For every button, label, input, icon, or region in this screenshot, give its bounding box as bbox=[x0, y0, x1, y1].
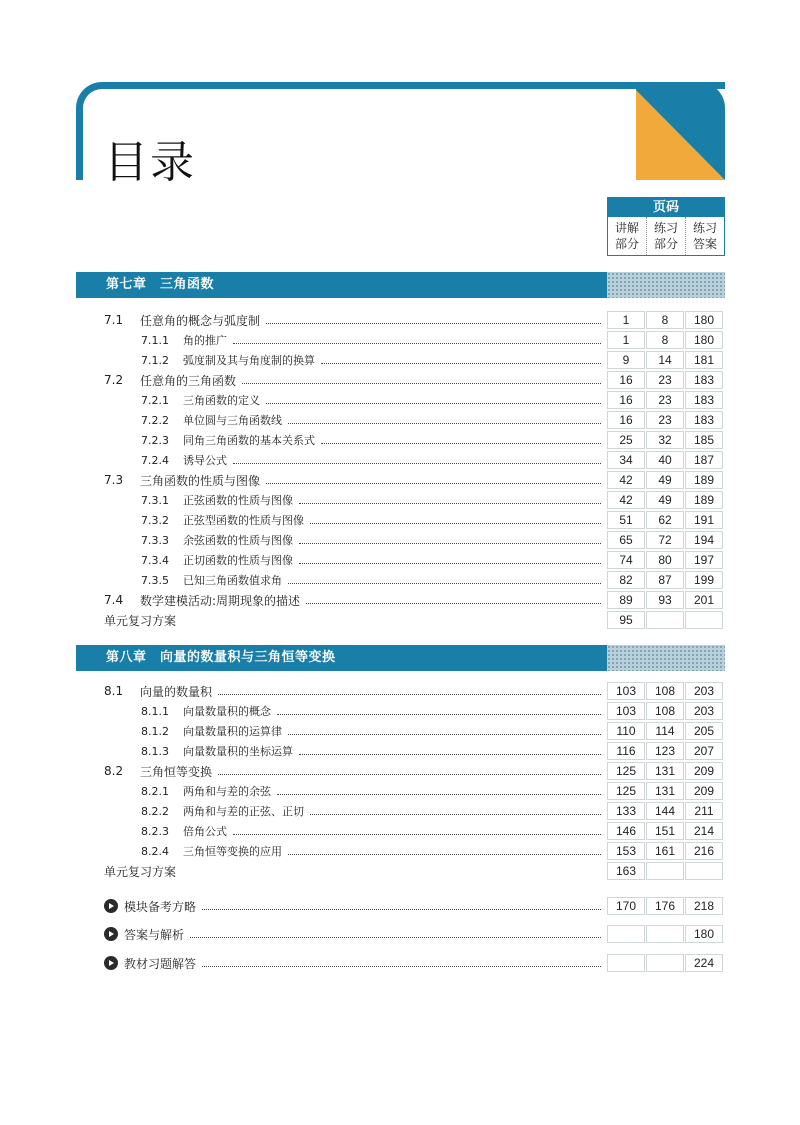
toc-entry-title: 弧度制及其与角度制的换算 bbox=[183, 354, 315, 367]
toc-entry-number: 8.1 bbox=[104, 684, 124, 698]
toc-page-numbers bbox=[607, 702, 725, 720]
dot-leader bbox=[266, 475, 601, 484]
lecture-page-number: 103 bbox=[607, 682, 645, 700]
toc-page-numbers bbox=[607, 822, 725, 840]
corner-fold-triangle bbox=[636, 90, 725, 180]
dot-leader bbox=[202, 958, 601, 967]
practice-page-number: 32 bbox=[646, 431, 684, 449]
lecture-page-number: 16 bbox=[607, 371, 645, 389]
lecture-page-number: 51 bbox=[607, 511, 645, 529]
practice-page-number: 23 bbox=[646, 411, 684, 429]
practice-page-number: 93 bbox=[646, 591, 684, 609]
legend-col-answers bbox=[686, 217, 724, 255]
toc-entry-number: 7.3.1 bbox=[141, 493, 169, 507]
lecture-page-number: 95 bbox=[607, 611, 645, 629]
dot-leader bbox=[233, 826, 601, 835]
lecture-page-number: 116 bbox=[607, 742, 645, 760]
toc-entry-number: 8.2.2 bbox=[141, 804, 169, 818]
toc-page-numbers bbox=[607, 762, 725, 780]
practice-page-number: 161 bbox=[646, 842, 684, 860]
toc-subsection-row[interactable] bbox=[141, 741, 725, 761]
dot-leader bbox=[288, 726, 601, 735]
toc-page-numbers bbox=[607, 471, 725, 489]
practice-page-number: 151 bbox=[646, 822, 684, 840]
toc-review-row[interactable] bbox=[104, 861, 725, 881]
toc-entry-title: 单元复习方案 bbox=[104, 864, 177, 879]
answer-page-number: 209 bbox=[685, 782, 723, 800]
toc-subsection-row[interactable] bbox=[141, 570, 725, 590]
dot-leader bbox=[310, 515, 601, 524]
toc-page-numbers bbox=[607, 925, 725, 943]
answer-page-number: 218 bbox=[685, 897, 723, 915]
dot-leader bbox=[190, 929, 601, 938]
practice-page-number: 49 bbox=[646, 471, 684, 489]
toc-page-numbers bbox=[607, 611, 725, 629]
toc-entry-title: 三角函数的性质与图像 bbox=[140, 473, 261, 488]
toc-entry-title: 三角函数的定义 bbox=[183, 394, 260, 407]
legend-col-line: 答案 bbox=[692, 237, 717, 251]
toc-entry-title: 单元复习方案 bbox=[104, 613, 177, 628]
answer-page-number: 191 bbox=[685, 511, 723, 529]
page-number-legend bbox=[607, 197, 725, 256]
toc-entry-number: 7.3.4 bbox=[141, 553, 169, 567]
toc-entry-number: 7.3 bbox=[104, 473, 124, 487]
legend-col-line: 部分 bbox=[614, 237, 639, 251]
dot-leader bbox=[266, 395, 601, 404]
legend-col-line: 练习 bbox=[692, 221, 717, 235]
lecture-page-number bbox=[607, 954, 645, 972]
toc-page-numbers bbox=[607, 431, 725, 449]
toc-subsection-row[interactable] bbox=[141, 550, 725, 570]
legend-col-lecture bbox=[608, 217, 647, 255]
toc-entry-number: 8.2.3 bbox=[141, 824, 169, 838]
toc-subsection-row[interactable] bbox=[141, 821, 725, 841]
answer-page-number: 205 bbox=[685, 722, 723, 740]
answer-page-number: 183 bbox=[685, 391, 723, 409]
lecture-page-number: 110 bbox=[607, 722, 645, 740]
lecture-page-number: 170 bbox=[607, 897, 645, 915]
toc-entry-title: 倍角公式 bbox=[183, 825, 227, 838]
toc-entry-title: 单位圆与三角函数线 bbox=[183, 414, 282, 427]
toc-page-numbers bbox=[607, 331, 725, 349]
chapter-header-pattern bbox=[607, 272, 725, 298]
practice-page-number: 40 bbox=[646, 451, 684, 469]
dot-leader bbox=[288, 415, 601, 424]
answer-page-number: 183 bbox=[685, 411, 723, 429]
toc-entry-title: 向量的数量积 bbox=[140, 684, 213, 699]
dot-leader bbox=[233, 335, 601, 344]
toc-entry-number: 8.2 bbox=[104, 764, 124, 778]
practice-page-number: 80 bbox=[646, 551, 684, 569]
toc-entry-number: 8.2.1 bbox=[141, 784, 169, 798]
lecture-page-number: 74 bbox=[607, 551, 645, 569]
practice-page-number: 131 bbox=[646, 782, 684, 800]
toc-page-numbers bbox=[607, 371, 725, 389]
practice-page-number bbox=[646, 862, 684, 880]
toc-page-numbers bbox=[607, 511, 725, 529]
chapter-header[interactable] bbox=[76, 645, 725, 671]
toc-entry-number: 8.1.1 bbox=[141, 704, 169, 718]
lecture-page-number: 103 bbox=[607, 702, 645, 720]
toc-entry-title: 已知三角函数值求角 bbox=[183, 574, 282, 587]
answer-page-number: 180 bbox=[685, 331, 723, 349]
toc-page-numbers bbox=[607, 551, 725, 569]
chapter-header[interactable] bbox=[76, 272, 725, 298]
answer-page-number: 180 bbox=[685, 925, 723, 943]
answer-page-number: 216 bbox=[685, 842, 723, 860]
legend-col-line: 练习 bbox=[653, 221, 678, 235]
toc-subsection-row[interactable] bbox=[141, 721, 725, 741]
toc-entry-title: 同角三角函数的基本关系式 bbox=[183, 434, 315, 447]
dot-leader bbox=[277, 786, 601, 795]
lecture-page-number: 1 bbox=[607, 331, 645, 349]
dot-leader bbox=[266, 315, 601, 324]
answer-page-number bbox=[685, 611, 723, 629]
toc-entry-title: 模块备考方略 bbox=[124, 899, 197, 914]
dot-leader bbox=[202, 901, 601, 910]
toc-page-numbers bbox=[607, 682, 725, 700]
practice-page-number bbox=[646, 925, 684, 943]
toc-subsection-row[interactable] bbox=[141, 530, 725, 550]
dot-leader bbox=[299, 495, 601, 504]
toc-entry-title: 两角和与差的正弦、正切 bbox=[183, 805, 304, 818]
toc-page-numbers bbox=[607, 742, 725, 760]
toc-subsection-row[interactable] bbox=[141, 510, 725, 530]
lecture-page-number: 163 bbox=[607, 862, 645, 880]
toc-subsection-row[interactable] bbox=[141, 350, 725, 370]
toc-page-numbers bbox=[607, 531, 725, 549]
toc-subsection-row[interactable] bbox=[141, 841, 725, 861]
toc-subsection-row[interactable] bbox=[141, 410, 725, 430]
answer-page-number: 189 bbox=[685, 471, 723, 489]
answer-page-number: 211 bbox=[685, 802, 723, 820]
toc-appendix-row[interactable] bbox=[104, 924, 725, 944]
lecture-page-number: 42 bbox=[607, 491, 645, 509]
toc-entry-title: 向量数量积的坐标运算 bbox=[183, 745, 293, 758]
lecture-page-number: 65 bbox=[607, 531, 645, 549]
toc-entry-number: 7.2.2 bbox=[141, 413, 169, 427]
toc-entry-number: 7.1 bbox=[104, 313, 124, 327]
chapter-title: 第八章 向量的数量积与三角恒等变换 bbox=[76, 645, 607, 671]
lecture-page-number: 89 bbox=[607, 591, 645, 609]
toc-entry-number: 7.4 bbox=[104, 593, 124, 607]
toc-page-numbers bbox=[607, 591, 725, 609]
lecture-page-number: 16 bbox=[607, 411, 645, 429]
answer-page-number: 203 bbox=[685, 682, 723, 700]
practice-page-number: 23 bbox=[646, 391, 684, 409]
dot-leader bbox=[299, 555, 601, 564]
toc-subsection-row[interactable] bbox=[141, 781, 725, 801]
answer-page-number: 199 bbox=[685, 571, 723, 589]
toc-section-row[interactable] bbox=[104, 590, 725, 610]
chapter-header-pattern bbox=[607, 645, 725, 671]
toc-page-numbers bbox=[607, 311, 725, 329]
play-arrow-icon bbox=[104, 956, 118, 970]
lecture-page-number: 25 bbox=[607, 431, 645, 449]
toc-page-numbers bbox=[607, 491, 725, 509]
dot-leader bbox=[310, 806, 601, 815]
toc-entry-number: 7.3.5 bbox=[141, 573, 169, 587]
toc-entry-title: 数学建模活动:周期现象的描述 bbox=[140, 593, 301, 608]
toc-entry-title: 两角和与差的余弦 bbox=[183, 785, 271, 798]
toc-page-numbers bbox=[607, 571, 725, 589]
toc-entry-number: 7.2.4 bbox=[141, 453, 169, 467]
lecture-page-number: 82 bbox=[607, 571, 645, 589]
title-banner-corner bbox=[636, 82, 725, 180]
toc-appendix-row[interactable] bbox=[104, 953, 725, 973]
practice-page-number: 144 bbox=[646, 802, 684, 820]
toc-page-numbers bbox=[607, 782, 725, 800]
toc-section-row[interactable] bbox=[104, 310, 725, 330]
toc-section-row[interactable] bbox=[104, 681, 725, 701]
practice-page-number: 108 bbox=[646, 702, 684, 720]
toc-entry-title: 三角恒等变换 bbox=[140, 764, 213, 779]
toc-page-numbers bbox=[607, 451, 725, 469]
answer-page-number: 197 bbox=[685, 551, 723, 569]
practice-page-number: 108 bbox=[646, 682, 684, 700]
toc-entry-title: 三角恒等变换的应用 bbox=[183, 845, 282, 858]
lecture-page-number: 16 bbox=[607, 391, 645, 409]
answer-page-number: 181 bbox=[685, 351, 723, 369]
lecture-page-number: 9 bbox=[607, 351, 645, 369]
toc-entry-title: 教材习题解答 bbox=[124, 956, 197, 971]
toc-entry-title: 任意角的概念与弧度制 bbox=[140, 313, 261, 328]
practice-page-number: 8 bbox=[646, 311, 684, 329]
toc-entry-title: 向量数量积的运算律 bbox=[183, 725, 282, 738]
toc-page-numbers bbox=[607, 897, 725, 915]
dot-leader bbox=[321, 435, 601, 444]
legend-col-practice bbox=[647, 217, 686, 255]
toc-section-row[interactable] bbox=[104, 761, 725, 781]
answer-page-number: 209 bbox=[685, 762, 723, 780]
dot-leader bbox=[299, 746, 601, 755]
practice-page-number: 131 bbox=[646, 762, 684, 780]
lecture-page-number: 34 bbox=[607, 451, 645, 469]
dot-leader bbox=[321, 355, 601, 364]
answer-page-number: 203 bbox=[685, 702, 723, 720]
practice-page-number: 176 bbox=[646, 897, 684, 915]
toc-entry-number: 7.2.1 bbox=[141, 393, 169, 407]
practice-page-number: 87 bbox=[646, 571, 684, 589]
toc-review-row[interactable] bbox=[104, 610, 725, 630]
toc-entry-number: 7.1.2 bbox=[141, 353, 169, 367]
answer-page-number: 180 bbox=[685, 311, 723, 329]
answer-page-number: 194 bbox=[685, 531, 723, 549]
toc-entry-title: 角的推广 bbox=[183, 334, 227, 347]
toc-section-row[interactable] bbox=[104, 370, 725, 390]
practice-page-number: 23 bbox=[646, 371, 684, 389]
practice-page-number: 49 bbox=[646, 491, 684, 509]
dot-leader bbox=[288, 575, 601, 584]
answer-page-number: 207 bbox=[685, 742, 723, 760]
toc-appendix-row[interactable] bbox=[104, 896, 725, 916]
lecture-page-number: 133 bbox=[607, 802, 645, 820]
toc-subsection-row[interactable] bbox=[141, 490, 725, 510]
legend-col-line: 讲解 bbox=[614, 221, 639, 235]
legend-col-line: 部分 bbox=[653, 237, 678, 251]
practice-page-number: 14 bbox=[646, 351, 684, 369]
answer-page-number: 187 bbox=[685, 451, 723, 469]
dot-leader bbox=[277, 706, 601, 715]
lecture-page-number: 125 bbox=[607, 762, 645, 780]
toc-page-numbers bbox=[607, 802, 725, 820]
toc-entry-number: 7.2 bbox=[104, 373, 124, 387]
answer-page-number bbox=[685, 862, 723, 880]
toc-entry-title: 向量数量积的概念 bbox=[183, 705, 271, 718]
toc-entry-title: 诱导公式 bbox=[183, 454, 227, 467]
dot-leader bbox=[299, 535, 601, 544]
toc-subsection-row[interactable] bbox=[141, 801, 725, 821]
toc-entry-title: 答案与解析 bbox=[124, 927, 185, 942]
toc-entry-number: 7.1.1 bbox=[141, 333, 169, 347]
toc-entry-title: 余弦函数的性质与图像 bbox=[183, 534, 293, 547]
answer-page-number: 183 bbox=[685, 371, 723, 389]
practice-page-number: 8 bbox=[646, 331, 684, 349]
toc-entry-title: 正弦型函数的性质与图像 bbox=[183, 514, 304, 527]
practice-page-number bbox=[646, 954, 684, 972]
lecture-page-number: 125 bbox=[607, 782, 645, 800]
toc-page-numbers bbox=[607, 954, 725, 972]
answer-page-number: 189 bbox=[685, 491, 723, 509]
lecture-page-number: 153 bbox=[607, 842, 645, 860]
play-arrow-icon bbox=[104, 927, 118, 941]
dot-leader bbox=[306, 595, 601, 604]
toc-entry-title: 任意角的三角函数 bbox=[140, 373, 237, 388]
dot-leader bbox=[242, 375, 601, 384]
lecture-page-number: 42 bbox=[607, 471, 645, 489]
page-number-legend-title: 页码 bbox=[608, 198, 724, 217]
dot-leader bbox=[288, 846, 601, 855]
practice-page-number bbox=[646, 611, 684, 629]
toc-entry-number: 8.2.4 bbox=[141, 844, 169, 858]
toc-entry-number: 7.3.3 bbox=[141, 533, 169, 547]
practice-page-number: 114 bbox=[646, 722, 684, 740]
toc-entry-number: 7.2.3 bbox=[141, 433, 169, 447]
toc-subsection-row[interactable] bbox=[141, 701, 725, 721]
chapter-title: 第七章 三角函数 bbox=[76, 272, 607, 298]
toc-subsection-row[interactable] bbox=[141, 390, 725, 410]
practice-page-number: 123 bbox=[646, 742, 684, 760]
dot-leader bbox=[218, 686, 601, 695]
answer-page-number: 224 bbox=[685, 954, 723, 972]
toc-page-numbers bbox=[607, 842, 725, 860]
answer-page-number: 214 bbox=[685, 822, 723, 840]
toc-page-numbers bbox=[607, 411, 725, 429]
toc-subsection-row[interactable] bbox=[141, 430, 725, 450]
page-title: 目录 bbox=[104, 137, 196, 189]
toc-entry-number: 7.3.2 bbox=[141, 513, 169, 527]
toc-section-row[interactable] bbox=[104, 470, 725, 490]
toc-page-numbers bbox=[607, 351, 725, 369]
lecture-page-number: 146 bbox=[607, 822, 645, 840]
play-arrow-icon bbox=[104, 899, 118, 913]
dot-leader bbox=[218, 766, 601, 775]
toc-page-numbers bbox=[607, 391, 725, 409]
toc-subsection-row[interactable] bbox=[141, 450, 725, 470]
practice-page-number: 72 bbox=[646, 531, 684, 549]
dot-leader bbox=[233, 455, 601, 464]
toc-entry-number: 8.1.2 bbox=[141, 724, 169, 738]
answer-page-number: 201 bbox=[685, 591, 723, 609]
toc-entry-number: 8.1.3 bbox=[141, 744, 169, 758]
answer-page-number: 185 bbox=[685, 431, 723, 449]
page-number-legend-columns bbox=[608, 217, 724, 255]
toc-subsection-row[interactable] bbox=[141, 330, 725, 350]
toc-page-numbers bbox=[607, 862, 725, 880]
toc-page-numbers bbox=[607, 722, 725, 740]
lecture-page-number bbox=[607, 925, 645, 943]
practice-page-number: 62 bbox=[646, 511, 684, 529]
lecture-page-number: 1 bbox=[607, 311, 645, 329]
toc-entry-title: 正切函数的性质与图像 bbox=[183, 554, 293, 567]
toc-entry-title: 正弦函数的性质与图像 bbox=[183, 494, 293, 507]
corner-fold-graphic bbox=[636, 82, 725, 180]
